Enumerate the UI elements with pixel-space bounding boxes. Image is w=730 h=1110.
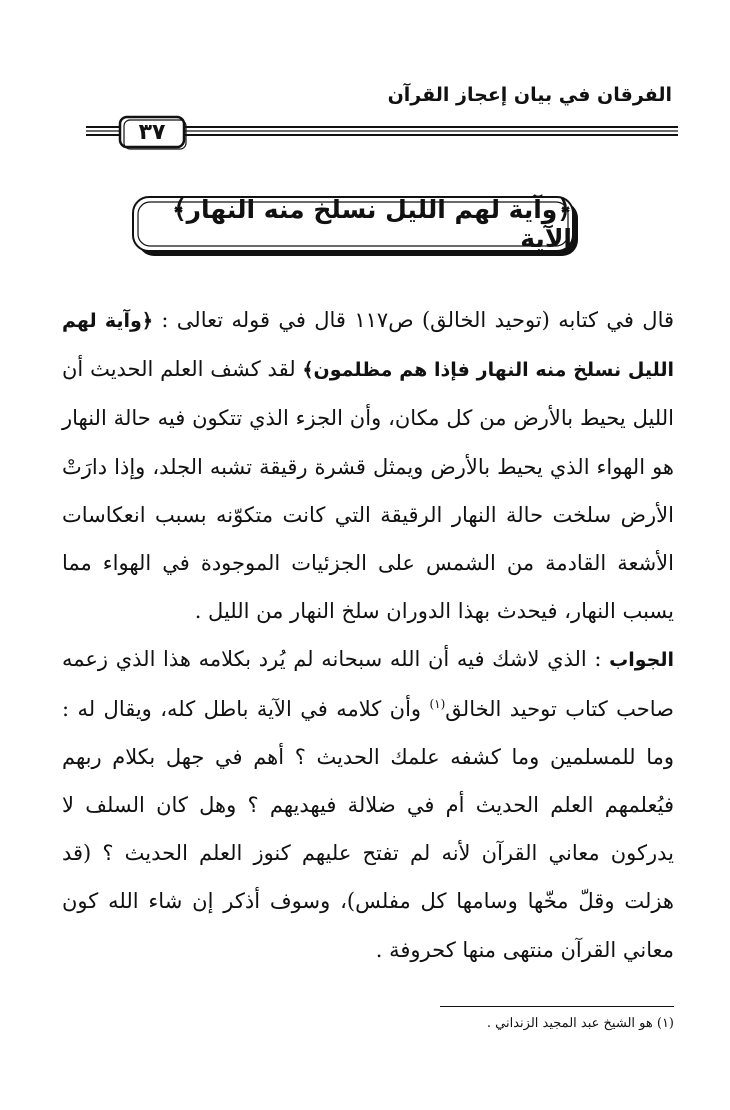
footnote-marker[interactable]: (١) [429,696,446,711]
section-heading: ﴿وآية لهم الليل نسلخ منه النهار﴾ الآية [172,195,572,253]
quran-quote: ﴿وآية لهم الليل نسلخ منه النهار فإذا هم مظلمون﴾ [62,310,674,382]
footnote: (١) هو الشيخ عبد المجيد الزنداني . [486,1016,674,1031]
paragraph-2 [62,635,674,973]
paragraph-2-part-1: : الذي لاشك فيه أن الله سبحانه لم يُرد بكلامه هذا الذي زعمه صاحب كتاب توحيد الخالق [62,647,675,721]
paragraph-1-rest: لقد كشف العلم الحديث أن الليل يحيط بالأرض من كل مكان، وأن الجزء الذي تتكون فيه حالة النهار هو الهواء الذي يحيط بالأرض ويمثل قشرة رقيقة تشبه الجلد، وإذا دارَتْ الأرض سلخت حالة النهار الرقيقة التي كانت متكوّنه بسبب انعكاسات الأشعة القادمة من الشمس على الجزئيات الموجودة في الهواء مما يسبب النهار، فيحدث بهذا الدوران سلخ النهار من الليل . [62,357,674,624]
section-heading-frame [132,196,582,260]
footnote-divider [440,1006,674,1007]
page-number: ٣٧ [138,119,166,145]
paragraph-2-part-2: وأن كلامه في الآية باطل كله، ويقال له : وما للمسلمين وما كشفه علمك الحديث ؟ أهم في جهل بكلام ربهم فيُعلمهم العلم الحديث أم في ضلالة فيهديهم ؟ وهل كان السلف لا يدركون معاني القرآن لأنه لم تفتح عليهم كنوز العلم الحديث ؟ (قد هزلت وقلّ مخّها وسامها كل مفلس)، وسوف أذكر إن شاء الله كون معاني القرآن منتهى منها كحروفة . [62,696,674,962]
answer-label: الجواب [609,649,674,672]
paragraph-1 [62,296,674,635]
paragraph-1-intro: قال في كتابه (توحيد الخالق) ص١١٧ قال في قوله تعالى : [153,308,675,332]
running-title: الفرقان في بيان إعجاز القرآن [387,84,672,106]
body-text [62,296,674,974]
